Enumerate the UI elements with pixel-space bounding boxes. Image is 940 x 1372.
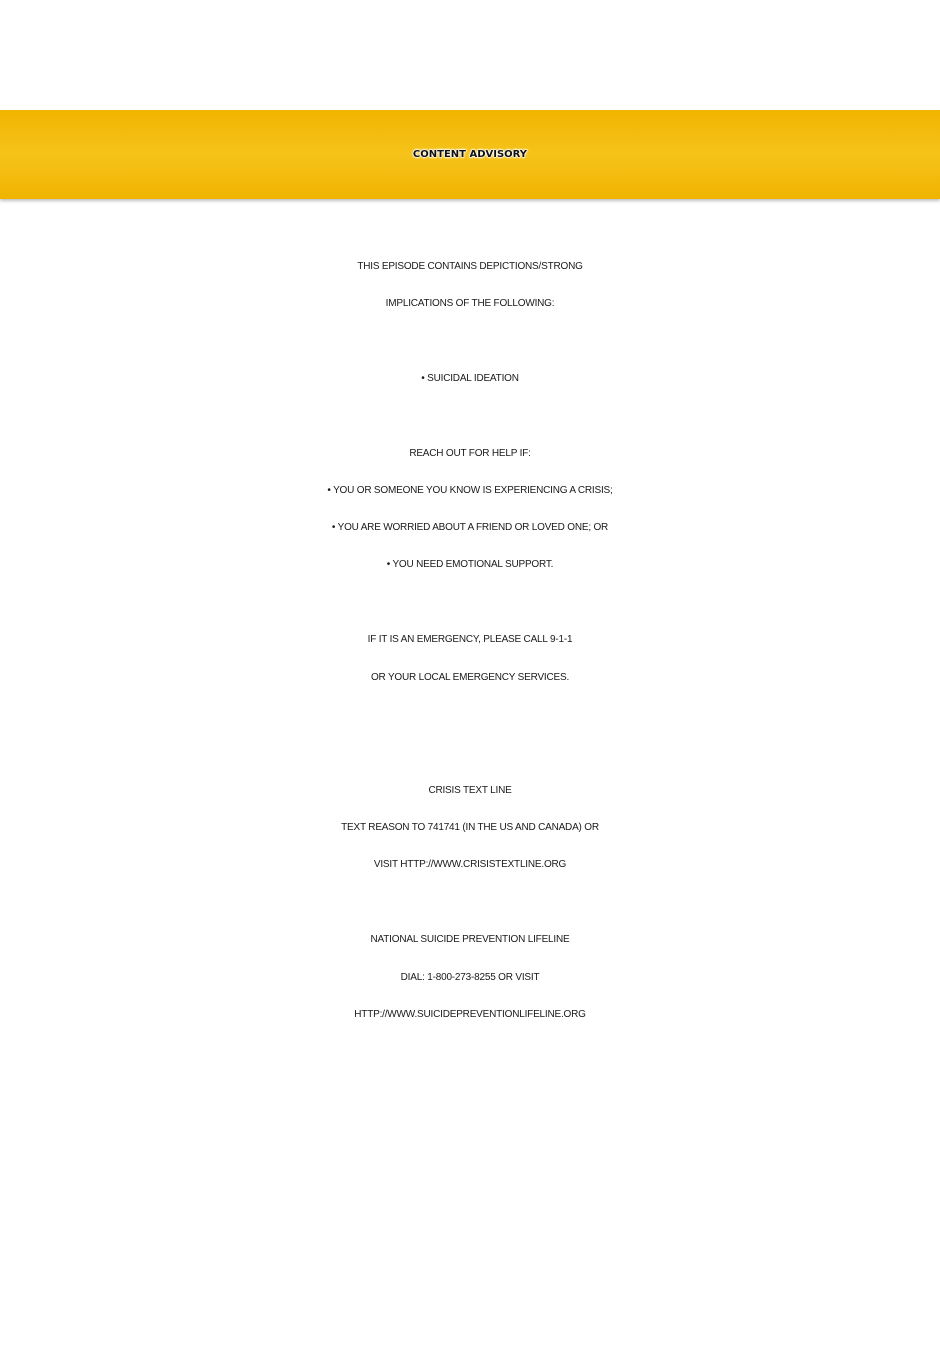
lifeline-phone: DIAL: 1-800-273-8255 OR VISIT bbox=[400, 972, 540, 983]
advisory-title: CONTENT ADVISORY bbox=[412, 149, 528, 160]
help-heading: REACH OUT FOR HELP IF: bbox=[409, 448, 531, 459]
warning-intro-line2: IMPLICATIONS OF THE FOLLOWING: bbox=[385, 298, 555, 309]
lifeline-name: NATIONAL SUICIDE PREVENTION LIFELINE bbox=[370, 934, 570, 945]
emergency-line2: OR YOUR LOCAL EMERGENCY SERVICES. bbox=[370, 672, 570, 683]
crisis-text-line-url[interactable]: VISIT HTTP://WWW.CRISISTEXTLINE.ORG bbox=[373, 859, 567, 870]
emergency-line1: IF IT IS AN EMERGENCY, PLEASE CALL 9-1-1 bbox=[367, 634, 573, 645]
help-item-support: • YOU NEED EMOTIONAL SUPPORT. bbox=[386, 559, 554, 570]
warning-topic: • SUICIDAL IDEATION bbox=[421, 373, 519, 384]
warning-intro-line1: THIS EPISODE CONTAINS DEPICTIONS/STRONG bbox=[357, 261, 583, 272]
help-item-worried: • YOU ARE WORRIED ABOUT A FRIEND OR LOVED ONE; OR bbox=[331, 522, 609, 533]
crisis-text-line-name: CRISIS TEXT LINE bbox=[428, 785, 512, 796]
crisis-text-line-instructions: TEXT REASON TO 741741 (IN THE US AND CANADA) OR bbox=[341, 822, 599, 833]
lifeline-url[interactable]: HTTP://WWW.SUICIDEPREVENTIONLIFELINE.ORG bbox=[354, 1009, 586, 1020]
help-item-crisis: • YOU OR SOMEONE YOU KNOW IS EXPERIENCING A CRISIS; bbox=[327, 485, 613, 496]
advisory-banner bbox=[0, 110, 940, 199]
